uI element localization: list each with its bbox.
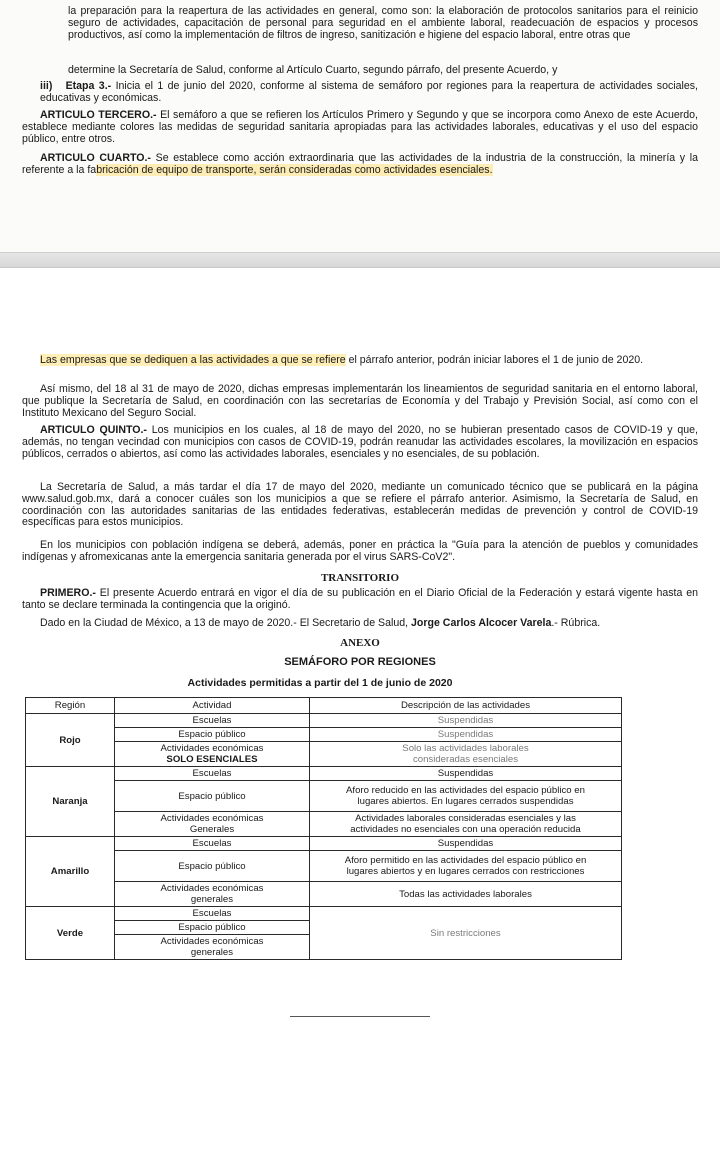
description-cell: Suspendidas [310, 837, 622, 851]
description-cell: Sin restricciones [310, 907, 622, 960]
activity-line: generales [190, 947, 234, 958]
activity-cell: Escuelas [115, 767, 310, 781]
description-cell [310, 781, 622, 812]
activity-line: Actividades económicas [160, 813, 264, 824]
table-row [26, 767, 622, 781]
table-row [26, 851, 622, 882]
table-caption: Actividades permitidas a partir del 1 de junio de 2020 [187, 677, 453, 689]
description-cell [310, 812, 622, 837]
activity-line: Generales [189, 824, 235, 835]
activity-line: generales [190, 894, 234, 905]
table-header-row [26, 698, 622, 714]
page-separator [0, 252, 720, 268]
dado-en-end: .- Rúbrica. [551, 617, 601, 629]
transitorio-primero [22, 588, 698, 612]
semaforo-title: SEMÁFORO POR REGIONES [284, 656, 436, 668]
description-line: Solo las actividades laborales [402, 743, 529, 754]
articulo-quinto-text: Los municipios en los cuales, al 18 de mayo del 2020, no se hubieran presentado casos de COVID-19 y que, además, no tengan vecindad con municipios con casos de COVID-19, podrán reanudar las actividades escolares, la movilización en espacios públicos, cerrados o abiertos, así como las actividades laborales, esenciales y no esenciales, de su población. [22, 424, 698, 460]
etapa-3-number: iii) [40, 80, 53, 92]
activity-cell: Espacio público [115, 921, 310, 935]
description-cell [310, 851, 622, 882]
primero-text: El presente Acuerdo entrará en vigor el día de su publicación en el Diario Oficial de la Federación y estará vigente hasta en tanto se declare terminada la contingencia que la originó. [22, 587, 698, 611]
paragraph-preparacion: la preparación para la reapertura de las actividades en general, como son: la elaboración de protocolos sanitarios para el reinicio seguro de actividades, capacitación de personal para seguridad en el ambiente laboral, readecuación de espacios y procesos productivos, así como la implementación de filtros de ingreso, sanitización e higiene del espacio laboral, entre otras que [68, 5, 698, 41]
activity-line: Actividades económicas [160, 936, 264, 947]
header-descripcion: Descripción de las actividades [310, 698, 622, 714]
articulo-cuarto-text: Se establece como acción extraordinaria que las actividades de la industria de la construcción, la minería y la referente a la fa [22, 152, 698, 176]
activity-cell: Espacio público [115, 851, 310, 882]
articulo-cuarto [22, 153, 698, 177]
etapa-3-label: Etapa 3.- [65, 80, 112, 92]
activity-cell: Escuelas [115, 714, 310, 728]
articulo-cuarto-highlight: bricación de equipo de transporte, serán consideradas como actividades esenciales. [96, 163, 493, 176]
activity-cell [115, 935, 310, 960]
signatory-name: Jorge Carlos Alcocer Varela [411, 617, 552, 629]
etapa-3-item [40, 81, 698, 105]
paragraph-empresas-highlight: Las empresas que se dediquen a las actividades a que se refiere [40, 354, 346, 366]
table-row [26, 742, 622, 767]
activity-cell [115, 742, 310, 767]
primero-label: PRIMERO.- [40, 587, 96, 599]
activity-cell [115, 882, 310, 907]
dado-en-text [22, 618, 698, 630]
description-cell: Suspendidas [310, 728, 622, 742]
activity-cell [115, 812, 310, 837]
paragraph-secretaria: La Secretaría de Salud, a más tardar el día 17 de mayo del 2020, mediante un comunicado técnico que se publicará en la página www.salud.gob.mx, dará a conocer cuáles son los municipios a que se refiere el párrafo anterior. Asimismo, la Secretaría de Salud, en coordinación con las autoridades sanitarias de las entidades federativas, establecerán medidas de prevención y control de COVID-19 específicas para estos municipios. [22, 481, 698, 529]
footer-rule [290, 1016, 430, 1017]
table-row [26, 728, 622, 742]
description-cell: Todas las actividades laborales [310, 882, 622, 907]
table-row [26, 781, 622, 812]
articulo-tercero-label: ARTICULO TERCERO.- [40, 109, 157, 121]
header-actividad: Actividad [115, 698, 310, 714]
activity-cell: Espacio público [115, 781, 310, 812]
description-cell: Suspendidas [310, 767, 622, 781]
articulo-cuarto-label: ARTICULO CUARTO.- [40, 152, 151, 164]
articulo-tercero [22, 110, 698, 145]
paragraph-asimismo: Así mismo, del 18 al 31 de mayo de 2020, dichas empresas implementarán los lineamientos de seguridad sanitaria en el entorno laboral, que publique la Secretaría de Salud, en coordinación con las secretarías de Economía y del Trabajo y Previsión Social, así como con el Instituto Mexicano del Seguro Social. [22, 383, 698, 419]
table-row [26, 907, 622, 921]
activity-line: Actividades económicas [160, 743, 264, 754]
description-line: consideradas esenciales [412, 754, 519, 765]
paragraph-empresas-text: el párrafo anterior, podrán iniciar labores el 1 de junio de 2020. [345, 354, 644, 366]
paragraph-indigena: En los municipios con población indígena se deberá, además, poner en práctica la "Guía para la atención de pueblos y comunidades indígenas y afromexicanas ante la emergencia sanitaria generada por el virus SARS-CoV2". [22, 539, 698, 563]
description-line: Aforo permitido en las actividades del espacio público en [344, 855, 587, 866]
table-row [26, 714, 622, 728]
table-row [26, 837, 622, 851]
transitorio-heading: TRANSITORIO [320, 572, 400, 584]
description-line: Aforo reducido en las actividades del espacio público en [346, 785, 585, 796]
articulo-quinto [22, 425, 698, 460]
document-page-top [0, 0, 720, 252]
description-cell [310, 742, 622, 767]
table-row [26, 882, 622, 907]
description-line: actividades no esenciales con una operación reducida [350, 824, 581, 835]
etapa-3-text: Inicia el 1 de junio del 2020, conforme al sistema de semáforo por regiones para la reapertura de actividades sociales, educativas y económicas. [40, 80, 698, 104]
paragraph-empresas [22, 355, 698, 367]
region-rojo: Rojo [26, 714, 115, 767]
activity-cell: Espacio público [115, 728, 310, 742]
semaforo-table [25, 697, 622, 960]
region-amarillo: Amarillo [26, 837, 115, 907]
articulo-tercero-text: El semáforo a que se refieren los Artículos Primero y Segundo y que se incorpora como Anexo de este Acuerdo, establece mediante colores las medidas de seguridad sanitaria apropiadas para las actividades laborales, educativas y el uso del espacio público, entre otros. [22, 109, 698, 145]
header-region: Región [26, 698, 115, 714]
description-line: lugares abiertos y en lugares cerrados con restricciones [346, 866, 585, 877]
anexo-heading: ANEXO [340, 637, 380, 649]
description-cell: Suspendidas [310, 714, 622, 728]
dado-en-body: Dado en la Ciudad de México, a 13 de mayo de 2020.- El Secretario de Salud, [40, 617, 412, 629]
activity-line: Actividades económicas [160, 883, 264, 894]
region-verde: Verde [26, 907, 115, 960]
articulo-quinto-label: ARTICULO QUINTO.- [40, 424, 147, 436]
activity-line-emphasis: SOLO ESENCIALES [166, 754, 258, 765]
paragraph-determine: determine la Secretaría de Salud, conforme al Artículo Cuarto, segundo párrafo, del presente Acuerdo, y [68, 64, 558, 76]
activity-cell: Escuelas [115, 907, 310, 921]
table-row [26, 812, 622, 837]
region-naranja: Naranja [26, 767, 115, 837]
description-line: lugares abiertos. En lugares cerrados suspendidas [357, 796, 574, 807]
description-line: Actividades laborales consideradas esenciales y las [355, 813, 576, 824]
activity-cell: Escuelas [115, 837, 310, 851]
